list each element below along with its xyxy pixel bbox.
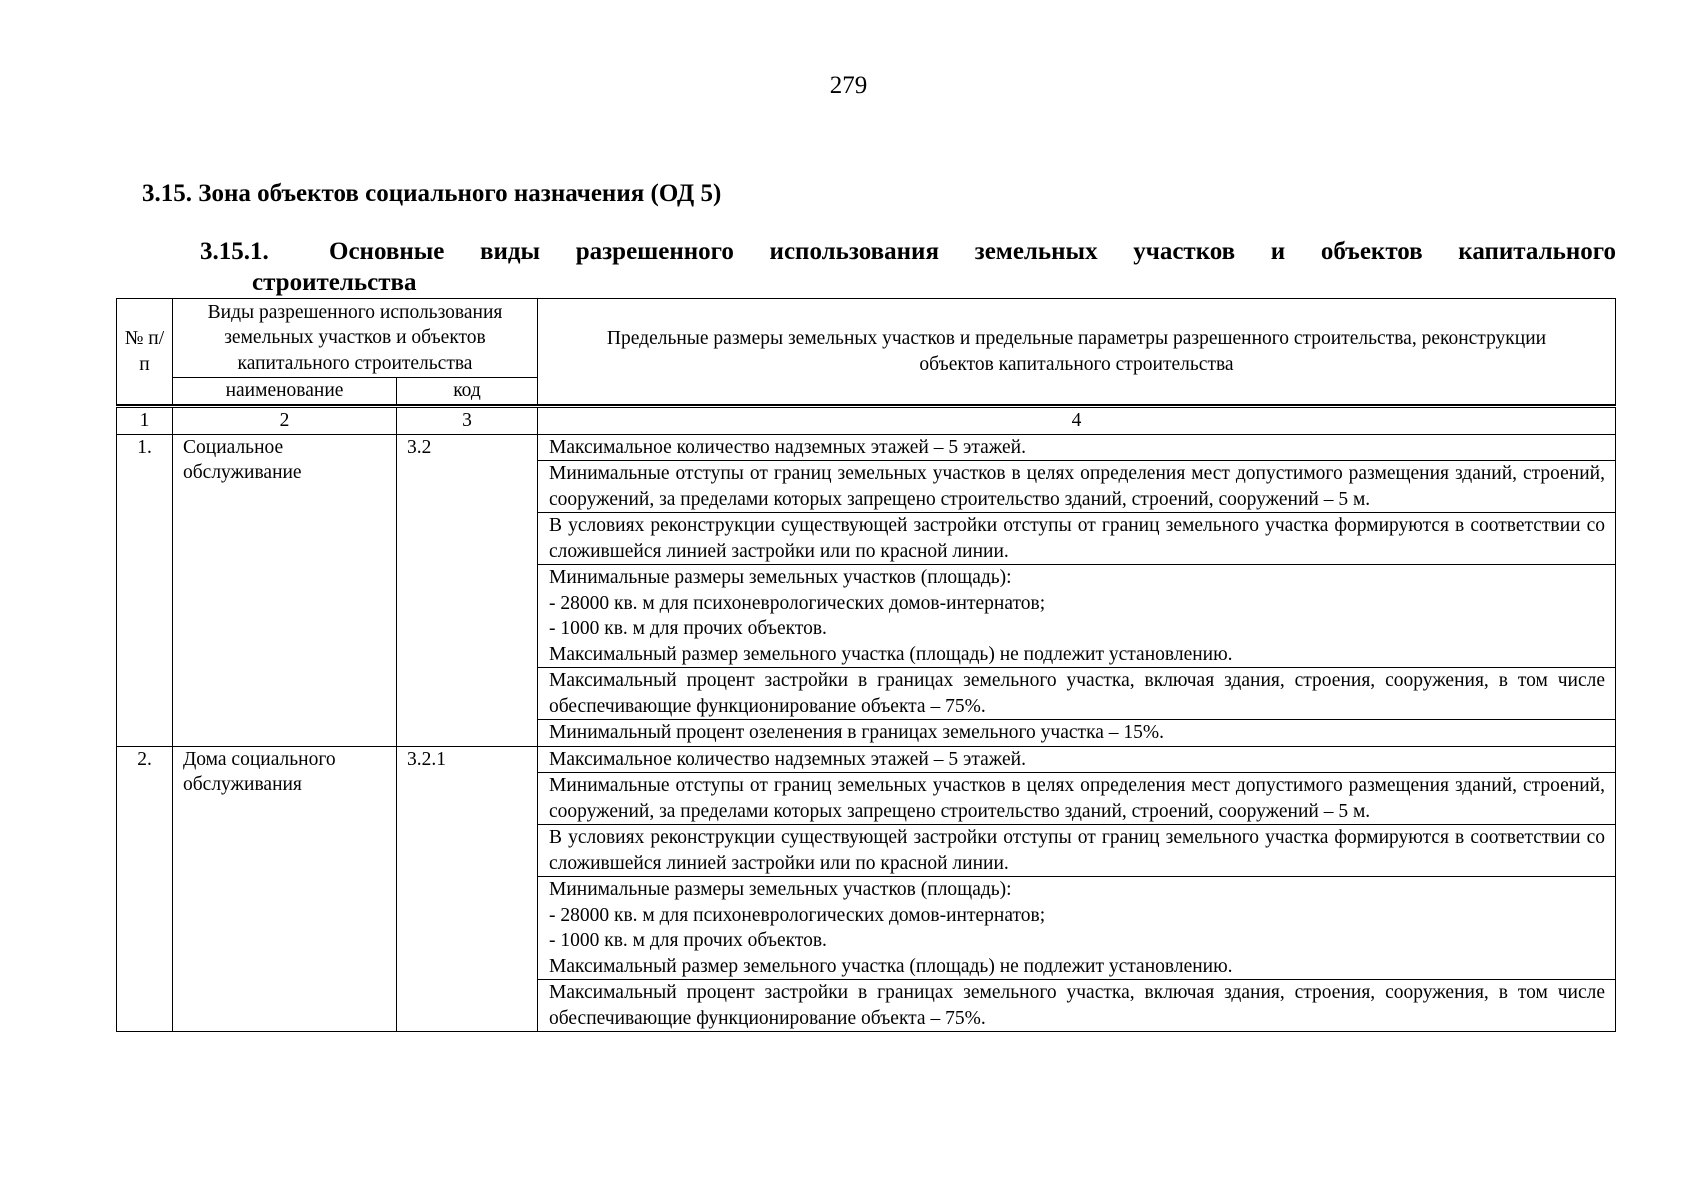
row-parameter: В условиях реконструкции существующей застройки отступы от границ земельного участка формируются в соответствии со сложившейся линией застройки или по красной линии. <box>538 825 1616 877</box>
index-cell: 2 <box>173 407 397 435</box>
row-number: 2. <box>117 746 173 1032</box>
index-cell: 3 <box>397 407 538 435</box>
row-parameter: Минимальные размеры земельных участков (площадь): - 28000 кв. м для психоневрологических домов-интернатов; - 1000 кв. м для прочих объектов. Максимальный размер земельного участка (площадь) не подлежит установлению. <box>538 565 1616 668</box>
row-use-name: Социальное обслуживание <box>173 434 397 746</box>
header-col-num: № п/п <box>117 299 173 405</box>
row-parameter: Максимальное количество надземных этажей – 5 этажей. <box>538 746 1616 773</box>
row-parameter: Максимальное количество надземных этажей – 5 этажей. <box>538 434 1616 461</box>
index-row <box>117 407 1616 435</box>
row-use-name: Дома социального обслуживания <box>173 746 397 1032</box>
page-number: 279 <box>829 72 868 99</box>
row-parameter: Минимальные размеры земельных участков (площадь): - 28000 кв. м для психоневрологических домов-интернатов; - 1000 кв. м для прочих объектов. Максимальный размер земельного участка (площадь) не подлежит установлению. <box>538 877 1616 980</box>
section-heading: 3.15. Зона объектов социального назначения (ОД 5) <box>142 180 722 207</box>
row-parameter: В условиях реконструкции существующей застройки отступы от границ земельного участка формируются в соответствии со сложившейся линией застройки или по красной линии. <box>538 513 1616 565</box>
row-number: 1. <box>117 434 173 746</box>
table-row <box>117 434 1616 461</box>
index-cell: 1 <box>117 407 173 435</box>
index-cell: 4 <box>538 407 1616 435</box>
row-parameter: Минимальные отступы от границ земельных участков в целях определения мест допустимого размещения зданий, строений, сооружений, за пределами которых запрещено строительство зданий, строений, сооружений – 5 м. <box>538 461 1616 513</box>
row-parameter: Минимальный процент озеленения в границах земельного участка – 15%. <box>538 720 1616 747</box>
subsection-title-line1: Основные виды разрешенного использования земельных участков и объектов капитального <box>329 238 1616 265</box>
table-body <box>116 405 1616 1032</box>
table-header <box>116 298 1616 405</box>
subsection-title-line2: строительства <box>252 269 417 296</box>
row-parameter: Максимальный процент застройки в границах земельного участка, включая здания, строения, сооружения, в том числе обеспечивающие функционирование объекта – 75%. <box>538 668 1616 720</box>
header-col-name: наименование <box>173 377 397 404</box>
header-col-kinds: Виды разрешенного использования земельных участков и объектов капитального строительства <box>173 299 538 378</box>
subsection-number: 3.15.1. <box>200 238 269 265</box>
table-row <box>117 746 1616 773</box>
row-parameter: Минимальные отступы от границ земельных участков в целях определения мест допустимого размещения зданий, строений, сооружений, за пределами которых запрещено строительство зданий, строений, сооружений – 5 м. <box>538 773 1616 825</box>
subsection-heading <box>200 236 1616 267</box>
row-use-code: 3.2 <box>397 434 538 746</box>
row-use-code: 3.2.1 <box>397 746 538 1032</box>
row-parameter: Максимальный процент застройки в границах земельного участка, включая здания, строения, сооружения, в том числе обеспечивающие функционирование объекта – 75%. <box>538 980 1616 1032</box>
header-col-code: код <box>397 377 538 404</box>
header-col-params: Предельные размеры земельных участков и предельные параметры разрешенного строительства, реконструкции объектов капитального строительства <box>538 299 1616 405</box>
